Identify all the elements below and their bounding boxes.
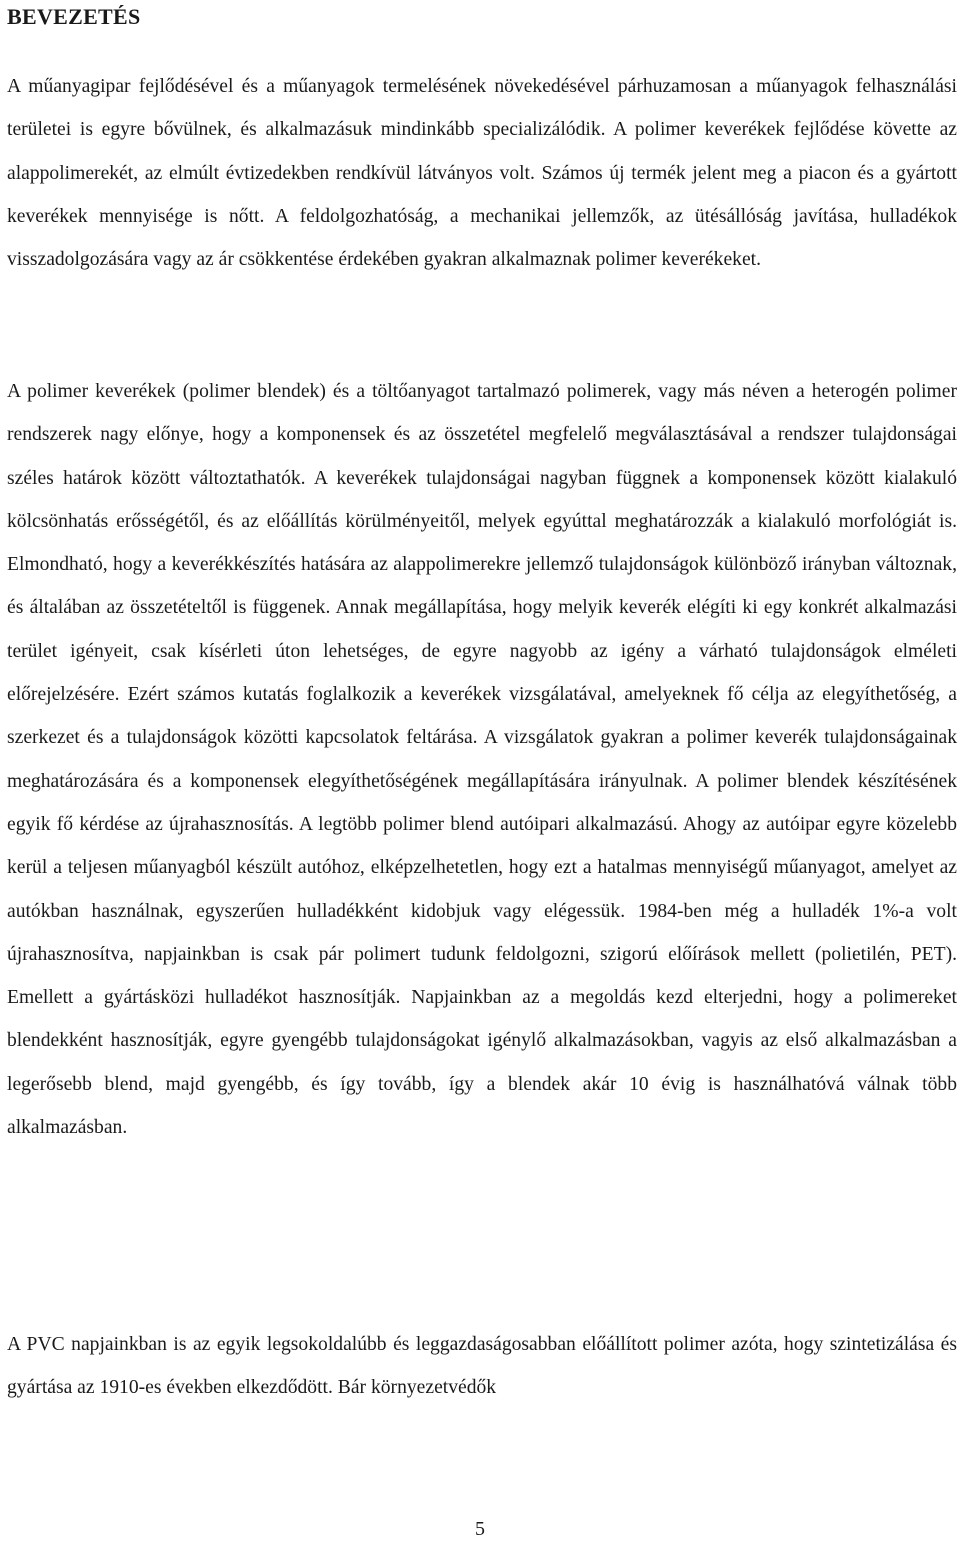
section-heading: BEVEZETÉS (7, 4, 141, 29)
paragraph-1: A műanyagipar fejlődésével és a műanyagok termelésének növekedésével párhuzamosan a műanyagok felhasználási területei is egyre bővülnek, és alkalmazásuk mindinkább specializálódik. A polimer keverékek fejlődése követte az alappolimerekét, az elmúlt évtizedekben rendkívül látványos volt. Számos új termék jelent meg a piacon és a gyártott keverékek mennyisége is nőtt. A feldolgozhatóság, a mechanikai jellemzők, az ütésállóság javítása, hulladékok visszadolgozására vagy az ár csökkentése érdekében gyakran alkalmaznak polimer keverékeket. (7, 76, 957, 271)
page-number: 5 (475, 1518, 485, 1540)
paragraph-2: A polimer keverékek (polimer blendek) és a töltőanyagot tartalmazó polimerek, vagy más néven a heterogén polimer rendszerek nagy előnye, hogy a komponensek és az összetétel megfelelő megválasztásával a rendszer tulajdonságai széles határok között változtathatók. A keverékek tulajdonságai nagyban függnek a komponensek között kialakuló kölcsönhatás erősségétől, és az előállítás körülményeitől, melyek egyúttal meghatározzák a kialakuló morfológiát is. Elmondható, hogy a keverékkészítés hatására az alappolimerekre jellemző tulajdonságok különböző irányban változnak, és általában az összetételtől is függenek. Annak megállapítása, hogy melyik keverék elégíti ki egy konkrét alkalmazási terület igényeit, csak kísérleti úton lehetséges, de egyre nagyobb az igény a várható tulajdonságok elméleti előrejelzésére. Ezért számos kutatás foglalkozik a keverékek vizsgálatával, amelyeknek fő célja az elegyíthetőség, a szerkezet és a tulajdonságok közötti kapcsolatok feltárása. A vizsgálatok gyakran a polimer keverék tulajdonságainak meghatározására és a komponensek elegyíthetőségének megállapítására irányulnak. A polimer blendek készítésének egyik fő kérdése az újrahasznosítás. A legtöbb polimer blend autóipari alkalmazású. Ahogy az autóipar egyre közelebb kerül a teljesen műanyagból készült autóhoz, elképzelhetetlen, hogy ezt a hatalmas mennyiségű műanyagot, amelyet az autókban használnak, egyszerűen hulladékként kidobjuk vagy elégessük. 1984-ben még a hulladék 1%-a volt újrahasznosítva, napjainkban is csak pár polimert tudunk feldolgozni, szigorú előírások mellett (polietilén, PET). Emellett a gyártásközi hulladékot hasznosítják. Napjainkban az a megoldás kezd elterjedni, hogy a polimereket blendekként hasznosítják, egyre gyengébb tulajdonságokat igénylő alkalmazásokban, vagyis az első alkalmazásban a legerősebb blend, majd gyengébb, és így tovább, így a blendek akár 10 évig is használhatóvá válnak több alkalmazásban. (7, 381, 957, 1139)
paragraph-3: A PVC napjainkban is az egyik legsokoldalúbb és leggazdaságosabban előállított polimer azóta, hogy szintetizálása és gyártása az 1910-es években elkezdődött. Bár környezetvédők (7, 1334, 957, 1399)
